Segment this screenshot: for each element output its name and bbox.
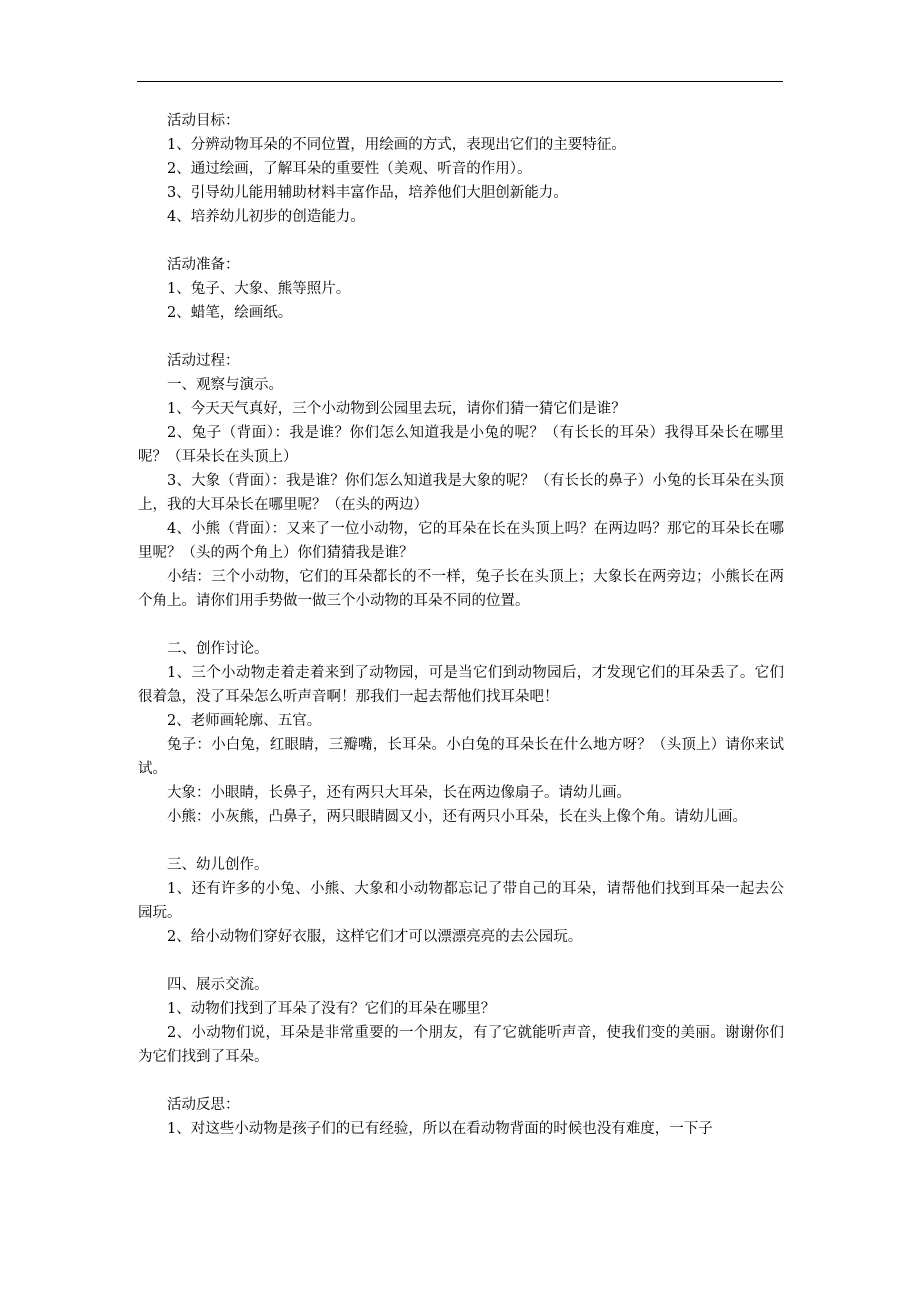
spacer — [138, 613, 784, 637]
preparation-heading: 活动准备： — [167, 257, 240, 273]
part3-item: 2、给小动物们穿好衣服，这样它们才可以漂漂亮亮的去公园玩。 — [167, 929, 583, 945]
spacer — [138, 829, 784, 853]
goal-item: 4、培养幼儿初步的创造能力。 — [167, 209, 365, 225]
spacer — [138, 325, 784, 349]
goals-heading: 活动目标： — [167, 113, 240, 129]
part2-item: 小熊：小灰熊，凸鼻子，两只眼睛圆又小，还有两只小耳朵，长在头上像个角。请幼儿画。 — [167, 809, 747, 825]
part1-item: 2、兔子（背面）：我是谁？你们怎么知道我是小兔的呢？（有长长的耳朵）我得耳朵长在哪里呢？（耳朵长在头顶上） — [138, 425, 784, 465]
goal-item: 3、引导幼儿能用辅助材料丰富作品，培养他们大胆创新能力。 — [167, 185, 568, 201]
part2-item: 2、老师画轮廓、五官。 — [167, 713, 322, 729]
spacer — [138, 229, 784, 253]
goals-section — [138, 109, 784, 229]
document-body — [138, 109, 784, 1141]
header-rule — [137, 81, 783, 82]
part2-item: 兔子：小白兔，红眼睛，三瓣嘴，长耳朵。小白兔的耳朵长在什么地方呀？（头顶上）请你来试试。 — [138, 737, 784, 777]
part4-item: 1、动物们找到了耳朵了没有？它们的耳朵在哪里？ — [167, 1001, 496, 1017]
preparation-section — [138, 253, 784, 325]
part1-item: 1、今天天气真好，三个小动物到公园里去玩，请你们猜一猜它们是谁？ — [167, 401, 626, 417]
spacer — [138, 949, 784, 973]
part3-item: 1、还有许多的小兔、小熊、大象和小动物都忘记了带自己的耳朵，请帮他们找到耳朵一起去公园玩。 — [138, 881, 784, 921]
part1-item: 4、小熊（背面）：又来了一位小动物，它的耳朵在长在头顶上吗？在两边吗？那它的耳朵长在哪里呢？（头的两个角上）你们猜猜我是谁？ — [138, 521, 784, 561]
part2-item: 1、三个小动物走着走着来到了动物园，可是当它们到动物园后，才发现它们的耳朵丢了。它们很着急，没了耳朵怎么听声音啊！那我们一起去帮他们找耳朵吧！ — [138, 665, 784, 705]
goal-item: 2、通过绘画，了解耳朵的重要性（美观、听音的作用）。 — [167, 161, 532, 177]
process-section — [138, 349, 784, 1069]
part2-title: 二、创作讨论。 — [167, 641, 269, 657]
part1-item: 3、大象（背面）：我是谁？你们怎么知道我是大象的呢？（有长长的鼻子）小兔的长耳朵在头顶上，我的大耳朵长在哪里呢？（在头的两边） — [138, 473, 784, 513]
process-heading: 活动过程： — [167, 353, 240, 369]
spacer — [138, 1069, 784, 1093]
part4-title: 四、展示交流。 — [167, 977, 269, 993]
preparation-item: 1、兔子、大象、熊等照片。 — [167, 281, 351, 297]
reflection-item: 1、对这些小动物是孩子们的已有经验，所以在看动物背面的时候也没有难度，一下子 — [167, 1121, 713, 1137]
part3-title: 三、幼儿创作。 — [167, 857, 269, 873]
part1-title: 一、观察与演示。 — [167, 377, 283, 393]
part4-item: 2、小动物们说，耳朵是非常重要的一个朋友，有了它就能听声音，使我们变的美丽。谢谢你们为它们找到了耳朵。 — [138, 1025, 784, 1065]
reflection-section — [138, 1093, 784, 1141]
goal-item: 1、分辨动物耳朵的不同位置，用绘画的方式，表现出它们的主要特征。 — [167, 137, 626, 153]
part2-item: 大象：小眼睛，长鼻子，还有两只大耳朵，长在两边像扇子。请幼儿画。 — [167, 785, 631, 801]
preparation-item: 2、蜡笔，绘画纸。 — [167, 305, 293, 321]
part1-summary: 小结：三个小动物，它们的耳朵都长的不一样，兔子长在头顶上；大象长在两旁边；小熊长在两个角上。请你们用手势做一做三个小动物的耳朵不同的位置。 — [138, 569, 784, 609]
reflection-heading: 活动反思： — [167, 1097, 240, 1113]
